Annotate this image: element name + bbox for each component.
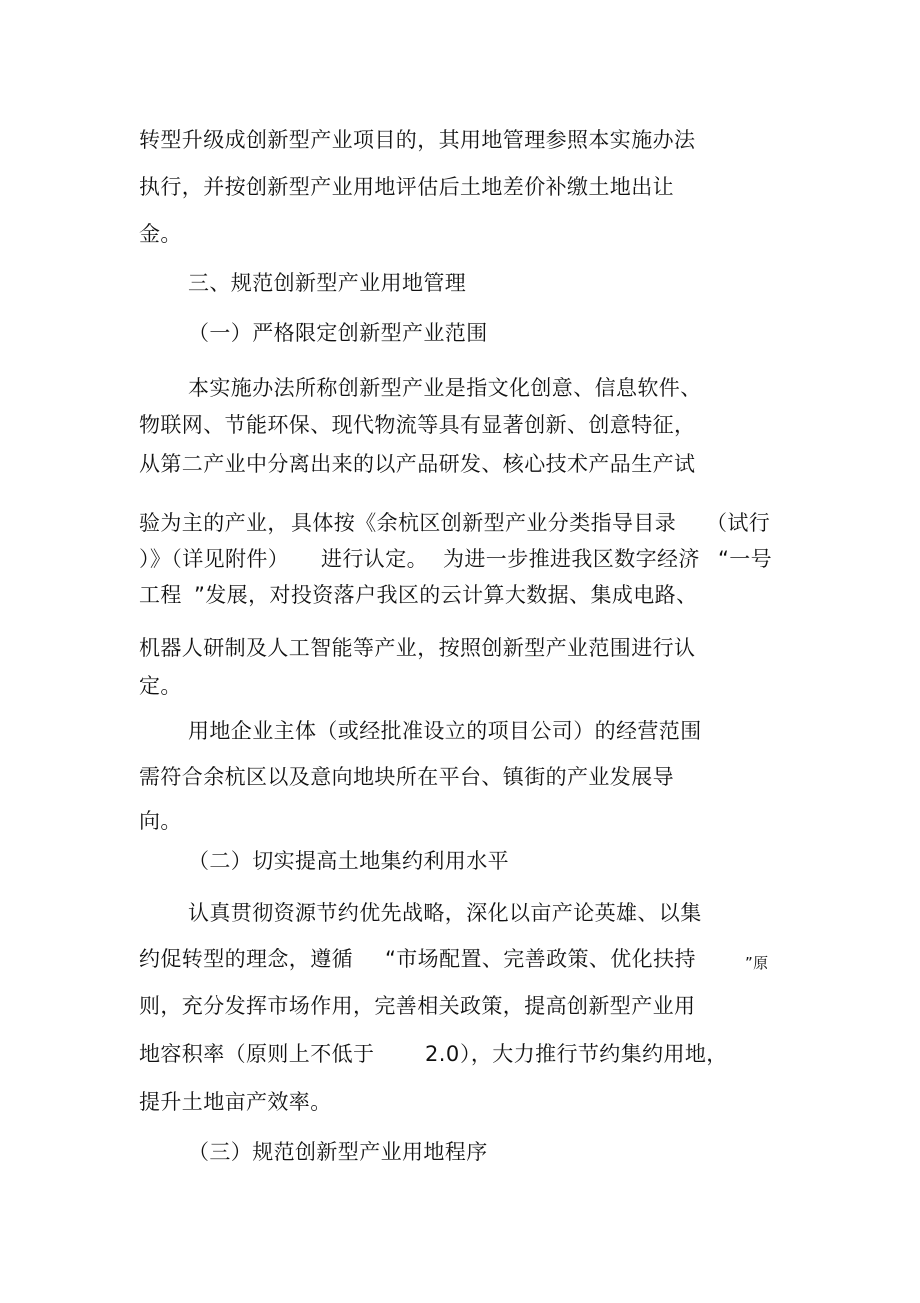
text-fragment: 从第二产业中分离出来的以产品研发、核心技术产品生产试 [139,452,696,476]
text-fragment: （试行 [706,511,771,535]
text-fragment: 需符合余杭区以及意向地块所在平台、镇街的产业发展导 [139,765,674,789]
text-fragment: 向。 [139,809,182,833]
text-fragment: 为进一步推进我区数字经济 [443,547,700,571]
text-fragment: 具体按《余杭区创新型产业分类指导目录 [291,511,677,535]
text-fragment: 提升土地亩产效率。 [139,1090,332,1114]
heading-text: （一）严格限定创新型产业范围 [188,321,488,345]
heading-text: 三、规范创新型产业用地管理 [188,271,467,295]
text-fragment: 进行认定。 [321,547,428,571]
heading-text: （二）切实提高土地集约利用水平 [188,849,509,873]
text-fragment: 用地企业主体（或经批准设立的项目公司）的经营范围 [188,719,702,743]
text-fragment: 地容积率（原则上不低于 [139,1042,375,1066]
text-fragment: 机器人研制及人工智能等产业，按照创新型产业范围进行认 [139,636,696,660]
text-fragment: ”发展，对投资落户我区的云计算大数据、集成电路、 [194,583,698,607]
text-fragment: 执行，并按创新型产业用地评估后土地差价补缴土地出让 [139,175,674,199]
text-fragment: 验为主的产业， [139,511,289,535]
text-fragment: ），大力推行节约集约用地， [460,1042,728,1066]
text-fragment: 本实施办法所称创新型产业是指文化创意、信息软件、 [188,376,702,400]
text-fragment: 2.0 [425,1042,460,1066]
text-fragment: 则，充分发挥市场作用，完善相关政策，提高创新型产业用 [139,994,696,1018]
text-fragment: “一号 [718,547,773,571]
text-fragment: 工程 [139,583,182,607]
heading-text: （三）规范创新型产业用地程序 [188,1140,488,1164]
text-fragment: ）》（详见附件） [139,547,290,571]
text-fragment: 认真贯彻资源节约优先战略，深化以亩产论英雄、以集 [188,901,702,925]
text-fragment: 定。 [139,674,182,698]
text-fragment: “市场配置、完善政策、优化扶持 [385,947,696,971]
text-fragment: 转型升级成创新型产业项目的，其用地管理参照本实施办法 [139,128,696,152]
text-fragment: 金。 [139,222,182,246]
text-fragment: ”原 [745,954,769,972]
text-fragment: 约促转型的理念，遵循 [139,947,353,971]
text-fragment: 物联网、节能环保、现代物流等具有显著创新、创意特征， [139,413,696,437]
